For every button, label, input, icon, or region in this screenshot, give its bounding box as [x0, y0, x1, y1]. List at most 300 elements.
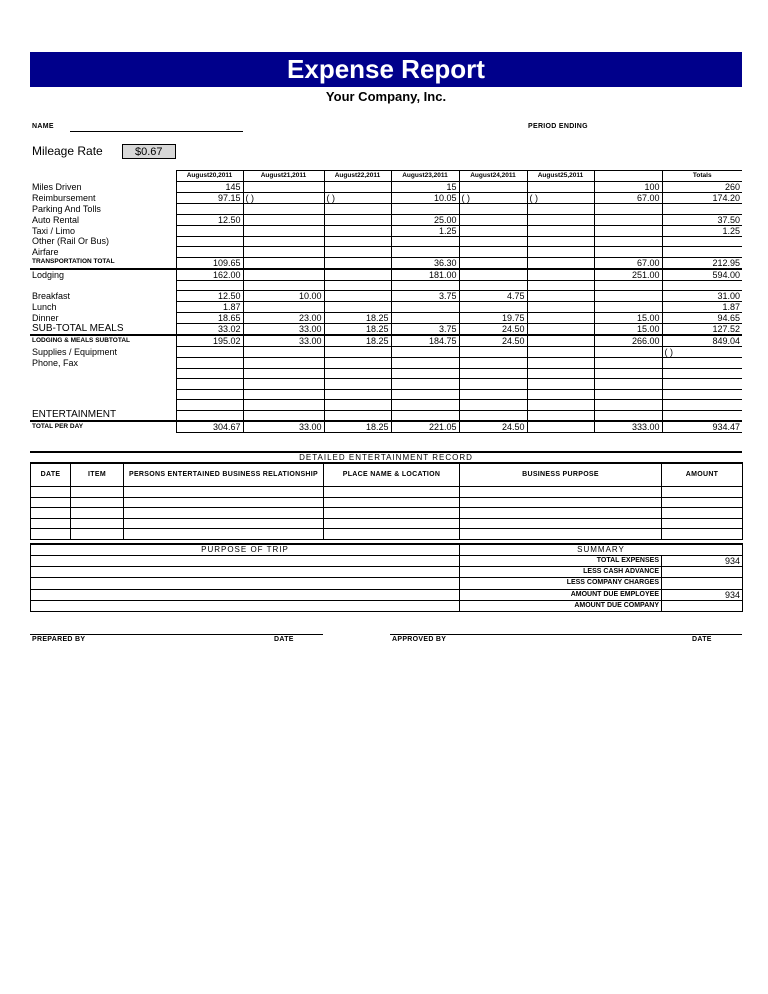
expense-cell[interactable] [459, 247, 527, 258]
expense-cell[interactable] [391, 280, 459, 291]
expense-cell[interactable]: 934.47 [662, 421, 742, 433]
expense-cell[interactable] [527, 379, 594, 390]
expense-cell[interactable] [527, 347, 594, 358]
expense-cell[interactable] [176, 247, 243, 258]
expense-cell[interactable] [243, 400, 324, 411]
expense-cell[interactable] [459, 400, 527, 411]
expense-cell[interactable]: 10.00 [243, 291, 324, 302]
column-header: Totals [662, 171, 742, 182]
row-label: TRANSPORTATION TOTAL [32, 258, 115, 266]
expense-cell[interactable] [662, 368, 742, 379]
expense-row [30, 225, 742, 236]
expense-row [30, 193, 742, 204]
expense-cell[interactable]: 18.65 [176, 313, 243, 324]
period-ending-label: PERIOD ENDING [528, 123, 588, 130]
expense-cell[interactable] [176, 358, 243, 369]
column-header: August25,2011 [527, 171, 594, 182]
expense-cell[interactable] [594, 302, 662, 313]
summary-value[interactable] [662, 600, 743, 611]
entertainment-row [31, 487, 743, 498]
expense-cell[interactable] [391, 313, 459, 324]
expense-cell[interactable] [527, 335, 594, 347]
expense-cell[interactable] [527, 247, 594, 258]
entertainment-cell[interactable] [124, 497, 324, 508]
expense-cell[interactable]: 67.00 [594, 257, 662, 269]
expense-cell[interactable]: 36.30 [391, 257, 459, 269]
expense-cell[interactable]: 33.00 [243, 324, 324, 336]
expense-cell[interactable] [324, 269, 391, 281]
expense-cell[interactable] [176, 410, 243, 421]
entertainment-row [31, 529, 743, 540]
entertainment-cell[interactable] [124, 529, 324, 540]
purpose-line[interactable] [31, 589, 460, 600]
expense-row [30, 358, 742, 369]
expense-cell[interactable] [459, 302, 527, 313]
expense-cell[interactable] [459, 280, 527, 291]
expense-cell[interactable] [459, 214, 527, 225]
expense-row [30, 347, 742, 358]
expense-cell[interactable]: 15.00 [594, 324, 662, 336]
expense-cell[interactable] [391, 389, 459, 400]
entertainment-cell[interactable] [31, 529, 71, 540]
row-label: Parking And Tolls [32, 203, 101, 214]
mileage-rate-field[interactable]: $0.67 [122, 144, 176, 159]
expense-cell[interactable] [243, 410, 324, 421]
mileage-rate-label: Mileage Rate [32, 144, 103, 158]
expense-cell[interactable]: 31.00 [662, 291, 742, 302]
expense-cell[interactable] [594, 291, 662, 302]
expense-cell[interactable] [527, 257, 594, 269]
expense-row [30, 247, 742, 258]
prepared-by-line[interactable] [30, 634, 323, 635]
expense-cell[interactable] [243, 302, 324, 313]
expense-cell[interactable]: 1.25 [391, 225, 459, 236]
entertainment-row [31, 508, 743, 519]
row-label [30, 368, 176, 379]
expense-cell[interactable] [243, 347, 324, 358]
expense-cell[interactable] [243, 379, 324, 390]
expense-cell[interactable] [176, 280, 243, 291]
summary-row [31, 589, 743, 600]
entertainment-row [31, 518, 743, 529]
expense-cell[interactable]: ( ) [243, 193, 324, 204]
expense-cell[interactable] [243, 358, 324, 369]
expense-cell[interactable] [324, 257, 391, 269]
expense-cell[interactable] [594, 280, 662, 291]
expense-cell[interactable] [662, 379, 742, 390]
expense-cell[interactable] [594, 247, 662, 258]
expense-cell[interactable]: 184.75 [391, 335, 459, 347]
expense-cell[interactable] [662, 280, 742, 291]
page-title: Expense Report [30, 52, 742, 87]
expense-row [30, 368, 742, 379]
expense-cell[interactable]: 24.50 [459, 324, 527, 336]
expense-cell[interactable] [176, 236, 243, 247]
expense-cell[interactable]: 33.00 [243, 421, 324, 433]
header-spacer [30, 171, 176, 182]
expense-cell[interactable] [243, 225, 324, 236]
entertainment-cell[interactable] [460, 508, 662, 519]
row-label: Dinner [32, 313, 59, 323]
expense-cell[interactable] [391, 204, 459, 215]
entertainment-column-header: AMOUNT [662, 463, 743, 487]
expense-cell[interactable] [459, 347, 527, 358]
expense-row [30, 421, 742, 433]
expense-cell[interactable]: 37.50 [662, 214, 742, 225]
expense-cell[interactable] [527, 225, 594, 236]
expense-cell[interactable]: 162.00 [176, 269, 243, 281]
entertainment-cell[interactable] [31, 518, 71, 529]
expense-cell[interactable]: 333.00 [594, 421, 662, 433]
expense-cell[interactable]: 100 [594, 182, 662, 193]
entertainment-column-header: PERSONS ENTERTAINED BUSINESS RELATIONSHIP [124, 463, 324, 487]
expense-cell[interactable] [527, 182, 594, 193]
row-label: Reimbursement [32, 193, 96, 203]
row-label: SUB-TOTAL MEALS [32, 323, 124, 334]
expense-cell[interactable] [527, 280, 594, 291]
expense-cell[interactable] [527, 389, 594, 400]
expense-cell[interactable] [459, 368, 527, 379]
expense-cell[interactable]: 18.25 [324, 335, 391, 347]
expense-cell[interactable] [594, 347, 662, 358]
expense-cell[interactable] [176, 400, 243, 411]
expense-cell[interactable]: 33.00 [243, 335, 324, 347]
entertainment-cell[interactable] [662, 518, 743, 529]
expense-cell[interactable] [176, 347, 243, 358]
expense-cell[interactable] [527, 291, 594, 302]
expense-cell[interactable] [527, 204, 594, 215]
entertainment-cell[interactable] [460, 518, 662, 529]
entertainment-cell[interactable] [124, 487, 324, 498]
expense-cell[interactable] [662, 400, 742, 411]
expense-cell[interactable] [662, 358, 742, 369]
entertainment-cell[interactable] [324, 508, 460, 519]
expense-cell[interactable] [662, 236, 742, 247]
row-label [30, 379, 176, 390]
purpose-line[interactable] [31, 567, 460, 578]
expense-cell[interactable] [324, 280, 391, 291]
purpose-line[interactable] [31, 556, 460, 567]
summary-label: LESS CASH ADVANCE [460, 567, 662, 578]
expense-row [30, 182, 742, 193]
row-label [30, 389, 176, 400]
row-label: Other (Rail Or Bus) [32, 236, 110, 247]
expense-cell[interactable]: 23.00 [243, 313, 324, 324]
expense-cell[interactable] [594, 379, 662, 390]
expense-cell[interactable] [459, 358, 527, 369]
row-label: Breakfast [32, 291, 71, 301]
expense-cell[interactable]: 594.00 [662, 269, 742, 281]
row-label: Lunch [32, 302, 57, 312]
column-header: August22,2011 [324, 171, 391, 182]
expense-cell[interactable]: 4.75 [459, 291, 527, 302]
entertainment-column-header: PLACE NAME & LOCATION [324, 463, 460, 487]
column-header: August23,2011 [391, 171, 459, 182]
expense-cell[interactable] [527, 313, 594, 324]
name-label: NAME [32, 123, 54, 130]
expense-cell[interactable]: 33.02 [176, 324, 243, 336]
expense-cell[interactable] [527, 368, 594, 379]
summary-row [31, 567, 743, 578]
expense-row [30, 335, 742, 347]
row-label: Lodging [30, 269, 176, 281]
summary-value[interactable]: 934 [662, 556, 743, 567]
expense-cell[interactable] [527, 421, 594, 433]
expense-cell[interactable] [459, 269, 527, 281]
expense-cell[interactable] [594, 410, 662, 421]
row-label: ENTERTAINMENT [30, 410, 176, 421]
expense-row [30, 313, 742, 324]
expense-cell[interactable]: 849.04 [662, 335, 742, 347]
expense-cell[interactable] [527, 324, 594, 336]
expense-cell[interactable] [594, 225, 662, 236]
expense-cell[interactable]: ( ) [324, 193, 391, 204]
expense-cell[interactable] [391, 379, 459, 390]
entertainment-cell[interactable] [71, 518, 124, 529]
expense-cell[interactable] [391, 400, 459, 411]
expense-cell[interactable]: 195.02 [176, 335, 243, 347]
expense-cell[interactable] [243, 280, 324, 291]
entertainment-cell[interactable] [460, 487, 662, 498]
approved-by-line[interactable] [390, 634, 742, 635]
expense-cell[interactable]: 18.25 [324, 324, 391, 336]
expense-cell[interactable] [324, 358, 391, 369]
expense-cell[interactable]: 24.50 [459, 421, 527, 433]
purpose-line[interactable] [31, 578, 460, 589]
expense-cell[interactable]: 212.95 [662, 257, 742, 269]
expense-cell[interactable]: ( ) [662, 347, 742, 358]
expense-cell[interactable] [594, 204, 662, 215]
prepared-date-label: DATE [274, 636, 294, 643]
expense-cell[interactable] [527, 302, 594, 313]
company-name: Your Company, Inc. [325, 89, 447, 104]
entertainment-cell[interactable] [324, 529, 460, 540]
expense-row [30, 214, 742, 225]
purpose-summary-table [30, 543, 743, 612]
expense-row [30, 400, 742, 411]
expense-row [30, 291, 742, 302]
expense-cell[interactable] [459, 236, 527, 247]
expense-cell[interactable]: 12.50 [176, 291, 243, 302]
expense-cell[interactable] [527, 269, 594, 281]
entertainment-cell[interactable] [324, 497, 460, 508]
expense-cell[interactable] [391, 247, 459, 258]
expense-cell[interactable] [594, 389, 662, 400]
prepared-by-label: PREPARED BY [32, 636, 86, 643]
expense-cell[interactable] [324, 236, 391, 247]
expense-cell[interactable] [176, 379, 243, 390]
expense-cell[interactable] [176, 368, 243, 379]
expense-cell[interactable] [243, 214, 324, 225]
expense-cell[interactable] [324, 247, 391, 258]
expense-cell[interactable]: 174.20 [662, 193, 742, 204]
expense-row [30, 389, 742, 400]
expense-cell[interactable]: 15 [391, 182, 459, 193]
expense-cell[interactable] [594, 214, 662, 225]
expense-cell[interactable] [459, 225, 527, 236]
entertainment-cell[interactable] [71, 508, 124, 519]
expense-cell[interactable]: 12.50 [176, 214, 243, 225]
expense-cell[interactable] [527, 214, 594, 225]
expense-cell[interactable] [527, 410, 594, 421]
name-field[interactable] [70, 131, 243, 132]
expense-cell[interactable] [324, 347, 391, 358]
expense-cell[interactable]: 3.75 [391, 291, 459, 302]
entertainment-column-header: DATE [31, 463, 71, 487]
expense-cell[interactable]: 1.87 [176, 302, 243, 313]
expense-cell[interactable] [459, 410, 527, 421]
expense-cell[interactable] [176, 389, 243, 400]
expense-cell[interactable]: 97.15 [176, 193, 243, 204]
row-label [30, 280, 176, 291]
row-label: Supplies / Equipment [32, 347, 118, 357]
row-label: Phone, Fax [32, 357, 79, 368]
row-label: TOTAL PER DAY [30, 421, 176, 433]
entertainment-cell[interactable] [31, 487, 71, 498]
entertainment-cell[interactable] [124, 508, 324, 519]
expense-table [30, 170, 742, 433]
entertainment-cell[interactable] [324, 518, 460, 529]
entertainment-cell[interactable] [662, 497, 743, 508]
expense-cell[interactable] [324, 410, 391, 421]
expense-cell[interactable] [243, 257, 324, 269]
expense-cell[interactable]: 181.00 [391, 269, 459, 281]
expense-row [30, 410, 742, 421]
expense-cell[interactable] [459, 389, 527, 400]
expense-cell[interactable]: 1.25 [662, 225, 742, 236]
entertainment-cell[interactable] [31, 508, 71, 519]
summary-label: LESS COMPANY CHARGES [460, 578, 662, 589]
expense-cell[interactable]: 127.52 [662, 324, 742, 336]
expense-cell[interactable] [243, 204, 324, 215]
expense-cell[interactable]: 18.25 [324, 421, 391, 433]
expense-cell[interactable]: 25.00 [391, 214, 459, 225]
expense-cell[interactable] [391, 368, 459, 379]
expense-cell[interactable] [243, 269, 324, 281]
expense-cell[interactable]: 3.75 [391, 324, 459, 336]
expense-cell[interactable] [324, 214, 391, 225]
expense-cell[interactable] [527, 236, 594, 247]
expense-cell[interactable]: 260 [662, 182, 742, 193]
expense-cell[interactable]: 19.75 [459, 313, 527, 324]
entertainment-cell[interactable] [460, 529, 662, 540]
approved-by-label: APPROVED BY [392, 636, 447, 643]
expense-row [30, 379, 742, 390]
expense-cell[interactable] [459, 182, 527, 193]
expense-cell[interactable]: 94.65 [662, 313, 742, 324]
expense-cell[interactable]: 18.25 [324, 313, 391, 324]
expense-cell[interactable] [243, 247, 324, 258]
expense-cell[interactable] [324, 400, 391, 411]
expense-cell[interactable]: 10.05 [391, 193, 459, 204]
entertainment-cell[interactable] [460, 497, 662, 508]
summary-row [31, 578, 743, 589]
row-label: Miles Driven [32, 182, 82, 192]
expense-cell[interactable] [324, 389, 391, 400]
expense-cell[interactable]: 1.87 [662, 302, 742, 313]
expense-cell[interactable] [594, 368, 662, 379]
expense-cell[interactable] [594, 358, 662, 369]
expense-cell[interactable] [459, 379, 527, 390]
expense-cell[interactable]: ( ) [527, 193, 594, 204]
expense-cell[interactable] [527, 400, 594, 411]
summary-header: SUMMARY [460, 544, 743, 556]
expense-cell[interactable]: 109.65 [176, 257, 243, 269]
expense-cell[interactable] [391, 347, 459, 358]
entertainment-row [31, 497, 743, 508]
entertainment-cell[interactable] [662, 508, 743, 519]
expense-cell[interactable]: 251.00 [594, 269, 662, 281]
expense-row [30, 269, 742, 281]
entertainment-cell[interactable] [124, 518, 324, 529]
expense-cell[interactable] [324, 204, 391, 215]
expense-cell[interactable] [243, 236, 324, 247]
expense-row [30, 236, 742, 247]
expense-cell[interactable] [594, 400, 662, 411]
expense-cell[interactable]: 266.00 [594, 335, 662, 347]
purpose-line[interactable] [31, 600, 460, 611]
column-header [594, 171, 662, 182]
expense-cell[interactable]: 145 [176, 182, 243, 193]
expense-cell[interactable] [391, 410, 459, 421]
expense-cell[interactable] [662, 389, 742, 400]
expense-cell[interactable]: 221.05 [391, 421, 459, 433]
expense-cell[interactable] [243, 182, 324, 193]
expense-cell[interactable] [527, 358, 594, 369]
summary-row [31, 600, 743, 611]
entertainment-cell[interactable] [324, 487, 460, 498]
expense-cell[interactable] [662, 410, 742, 421]
row-label: Airfare [32, 246, 59, 257]
expense-cell[interactable] [459, 204, 527, 215]
expense-cell[interactable] [324, 379, 391, 390]
expense-cell[interactable] [594, 236, 662, 247]
row-label [30, 400, 176, 411]
entertainment-cell[interactable] [71, 529, 124, 540]
expense-cell[interactable] [391, 358, 459, 369]
expense-cell[interactable] [176, 204, 243, 215]
expense-cell[interactable]: 304.67 [176, 421, 243, 433]
entertainment-cell[interactable] [71, 497, 124, 508]
expense-cell[interactable] [324, 291, 391, 302]
expense-cell[interactable] [176, 225, 243, 236]
summary-value[interactable] [662, 578, 743, 589]
entertainment-cell[interactable] [662, 487, 743, 498]
entertainment-cell[interactable] [662, 529, 743, 540]
entertainment-cell[interactable] [71, 487, 124, 498]
expense-cell[interactable] [662, 204, 742, 215]
expense-cell[interactable] [243, 389, 324, 400]
expense-cell[interactable]: 24.50 [459, 335, 527, 347]
expense-cell[interactable] [324, 182, 391, 193]
summary-value[interactable] [662, 567, 743, 578]
column-header: August20,2011 [176, 171, 243, 182]
expense-cell[interactable] [391, 236, 459, 247]
entertainment-cell[interactable] [31, 497, 71, 508]
expense-cell[interactable] [459, 257, 527, 269]
expense-cell[interactable] [324, 368, 391, 379]
expense-cell[interactable] [391, 302, 459, 313]
expense-cell[interactable] [324, 302, 391, 313]
expense-cell[interactable] [324, 225, 391, 236]
expense-cell[interactable]: 15.00 [594, 313, 662, 324]
summary-value[interactable]: 934 [662, 589, 743, 600]
expense-cell[interactable] [243, 368, 324, 379]
expense-cell[interactable]: 67.00 [594, 193, 662, 204]
expense-cell[interactable] [662, 247, 742, 258]
expense-cell[interactable]: ( ) [459, 193, 527, 204]
expense-row [30, 204, 742, 215]
